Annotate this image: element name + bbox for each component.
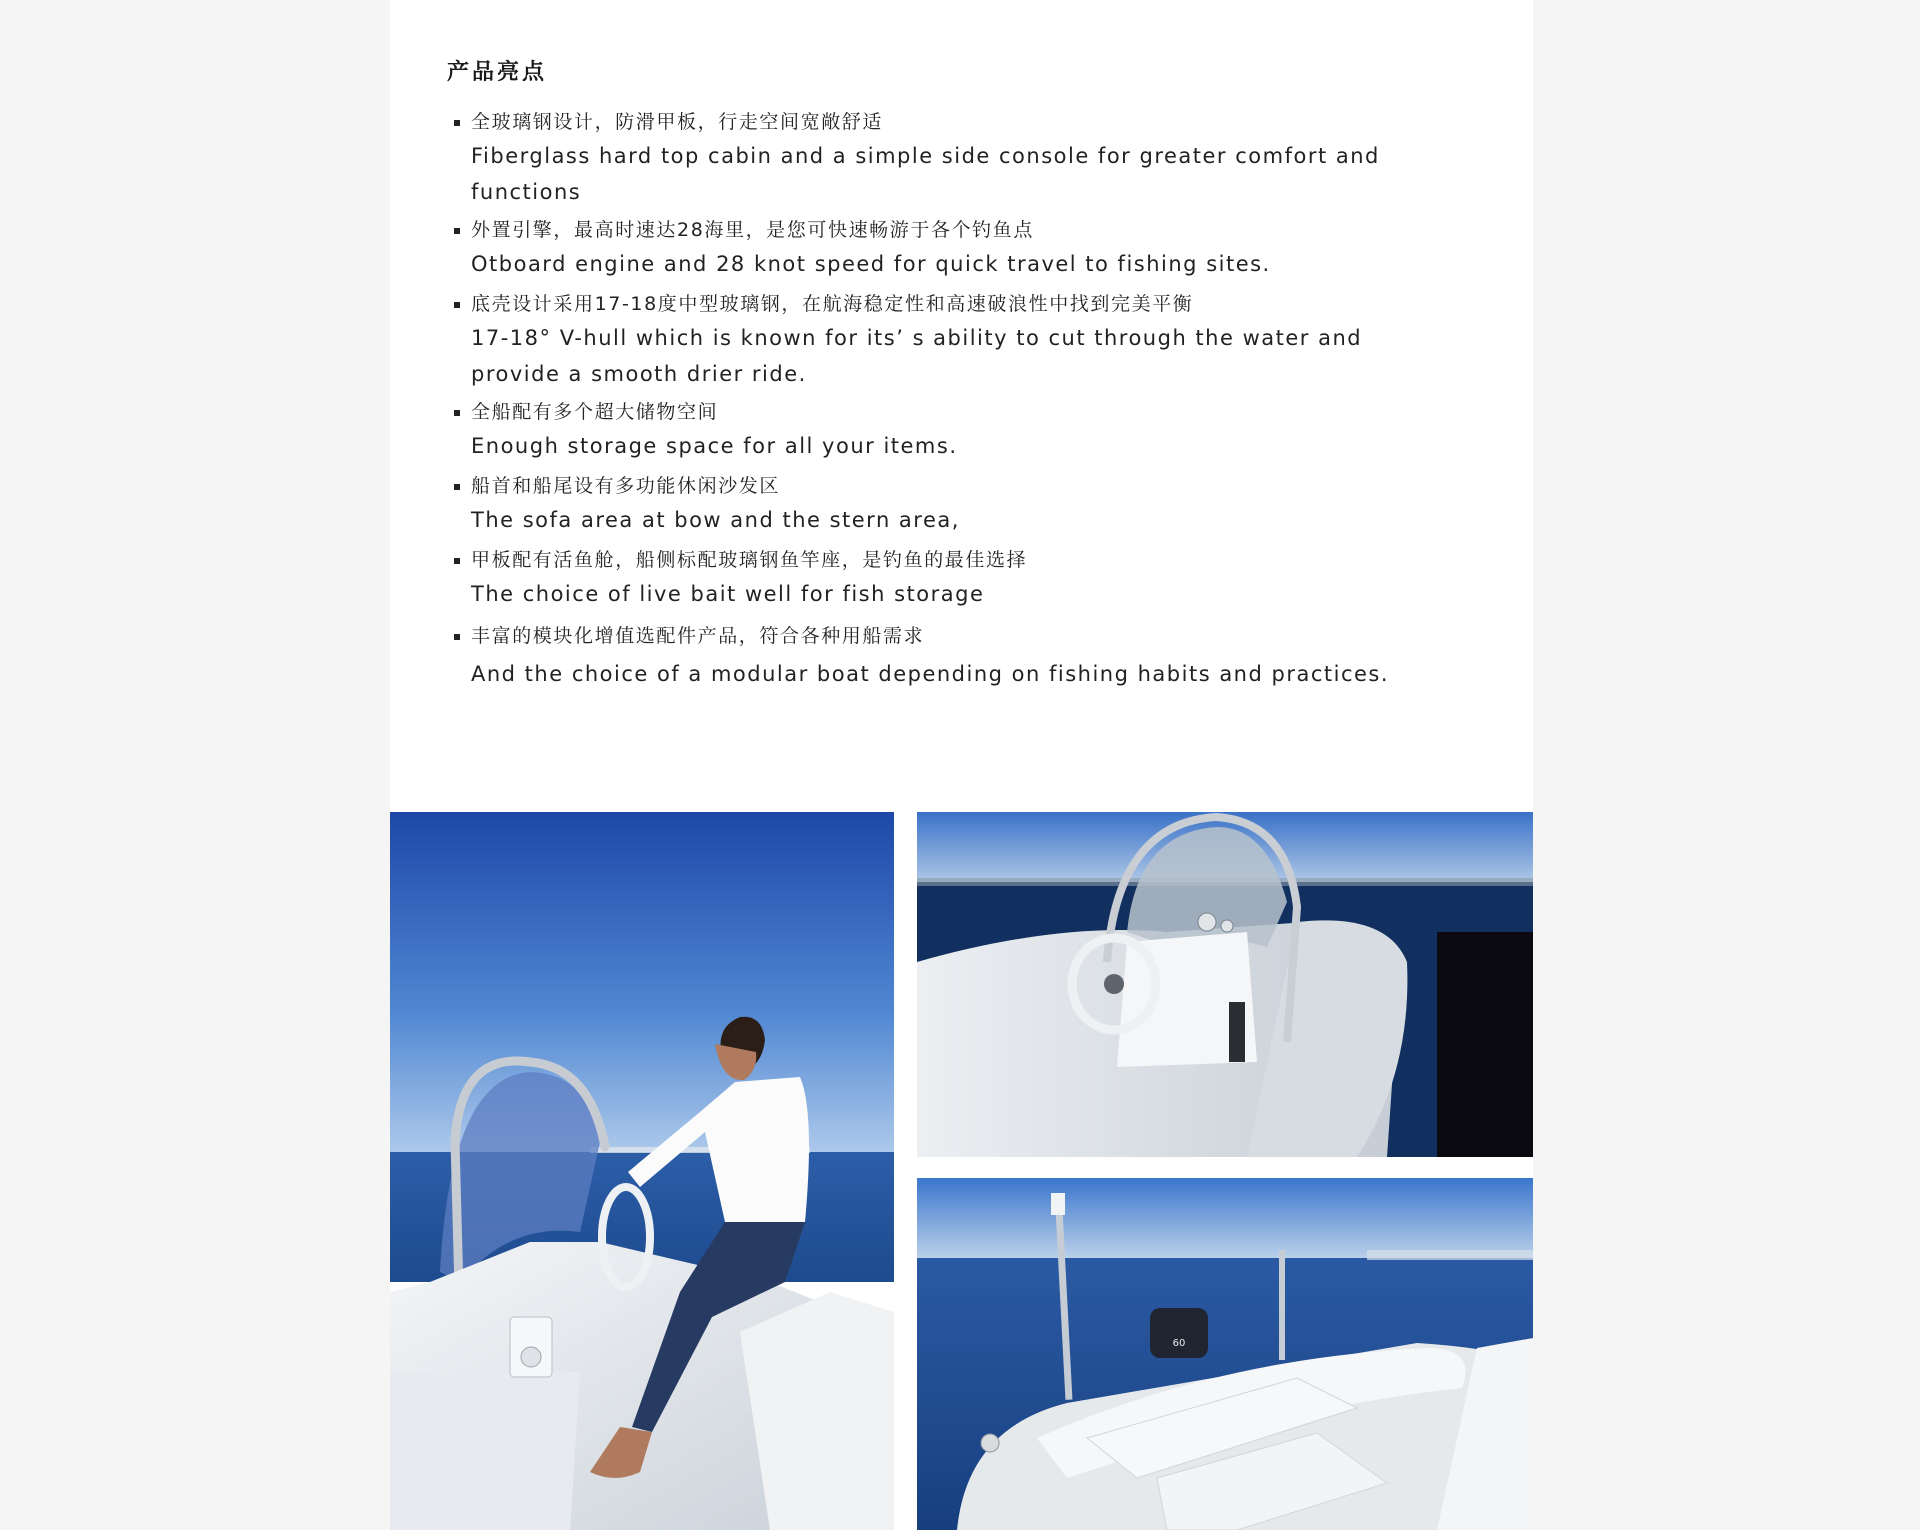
product-highlights — [447, 56, 1447, 692]
feature-english-text: The choice of live bait well for fish storage — [471, 582, 985, 606]
feature-english-text: And the choice of a modular boat depending on fishing habits and practices. — [471, 662, 1390, 686]
feature-english-text: 17-18° V-hull which is known for its’ s ability to cut through the water and provide a smooth drier ride. — [471, 326, 1363, 386]
feature-chinese-text: 全玻璃钢设计，防滑甲板，行走空间宽敞舒适 — [471, 111, 884, 133]
feature-chinese-text: 全船配有多个超大储物空间 — [471, 401, 719, 423]
feature-item — [447, 214, 1447, 282]
feature-chinese-text: 船首和船尾设有多功能休闲沙发区 — [471, 475, 781, 497]
bullet-icon — [454, 410, 460, 416]
bullet-icon — [454, 302, 460, 308]
bullet-icon — [454, 120, 460, 126]
feature-english-text: Otboard engine and 28 knot speed for quick travel to fishing sites. — [471, 252, 1271, 276]
photo-stern-seating — [917, 1178, 1533, 1530]
feature-item — [447, 470, 1447, 538]
feature-english-text: Fiberglass hard top cabin and a simple side console for greater comfort and functions — [471, 144, 1380, 204]
bullet-icon — [454, 228, 460, 234]
bullet-icon — [454, 558, 460, 564]
product-page — [390, 0, 1533, 1530]
feature-chinese-text: 甲板配有活鱼舱，船侧标配玻璃钢鱼竿座，是钓鱼的最佳选择 — [471, 549, 1028, 571]
feature-item — [447, 106, 1447, 210]
section-title: 产品亮点 — [447, 60, 548, 85]
feature-item — [447, 396, 1447, 464]
feature-item — [447, 620, 1447, 692]
photo-steering-console — [917, 812, 1533, 1157]
photo-man-steering-boat — [390, 812, 894, 1530]
feature-english-text: The sofa area at bow and the stern area, — [471, 508, 960, 532]
feature-item — [447, 288, 1447, 392]
bullet-icon — [454, 484, 460, 490]
feature-chinese-text: 外置引擎，最高时速达28海里，是您可快速畅游于各个钓鱼点 — [471, 219, 1034, 241]
feature-english-text: Enough storage space for all your items. — [471, 434, 958, 458]
feature-chinese-text: 丰富的模块化增值选配件产品，符合各种用船需求 — [471, 625, 925, 647]
bullet-icon — [454, 634, 460, 640]
feature-chinese-text: 底壳设计采用17-18度中型玻璃钢，在航海稳定性和高速破浪性中找到完美平衡 — [471, 293, 1194, 315]
engine-badge: 60 — [1172, 1338, 1186, 1349]
feature-item — [447, 544, 1447, 612]
